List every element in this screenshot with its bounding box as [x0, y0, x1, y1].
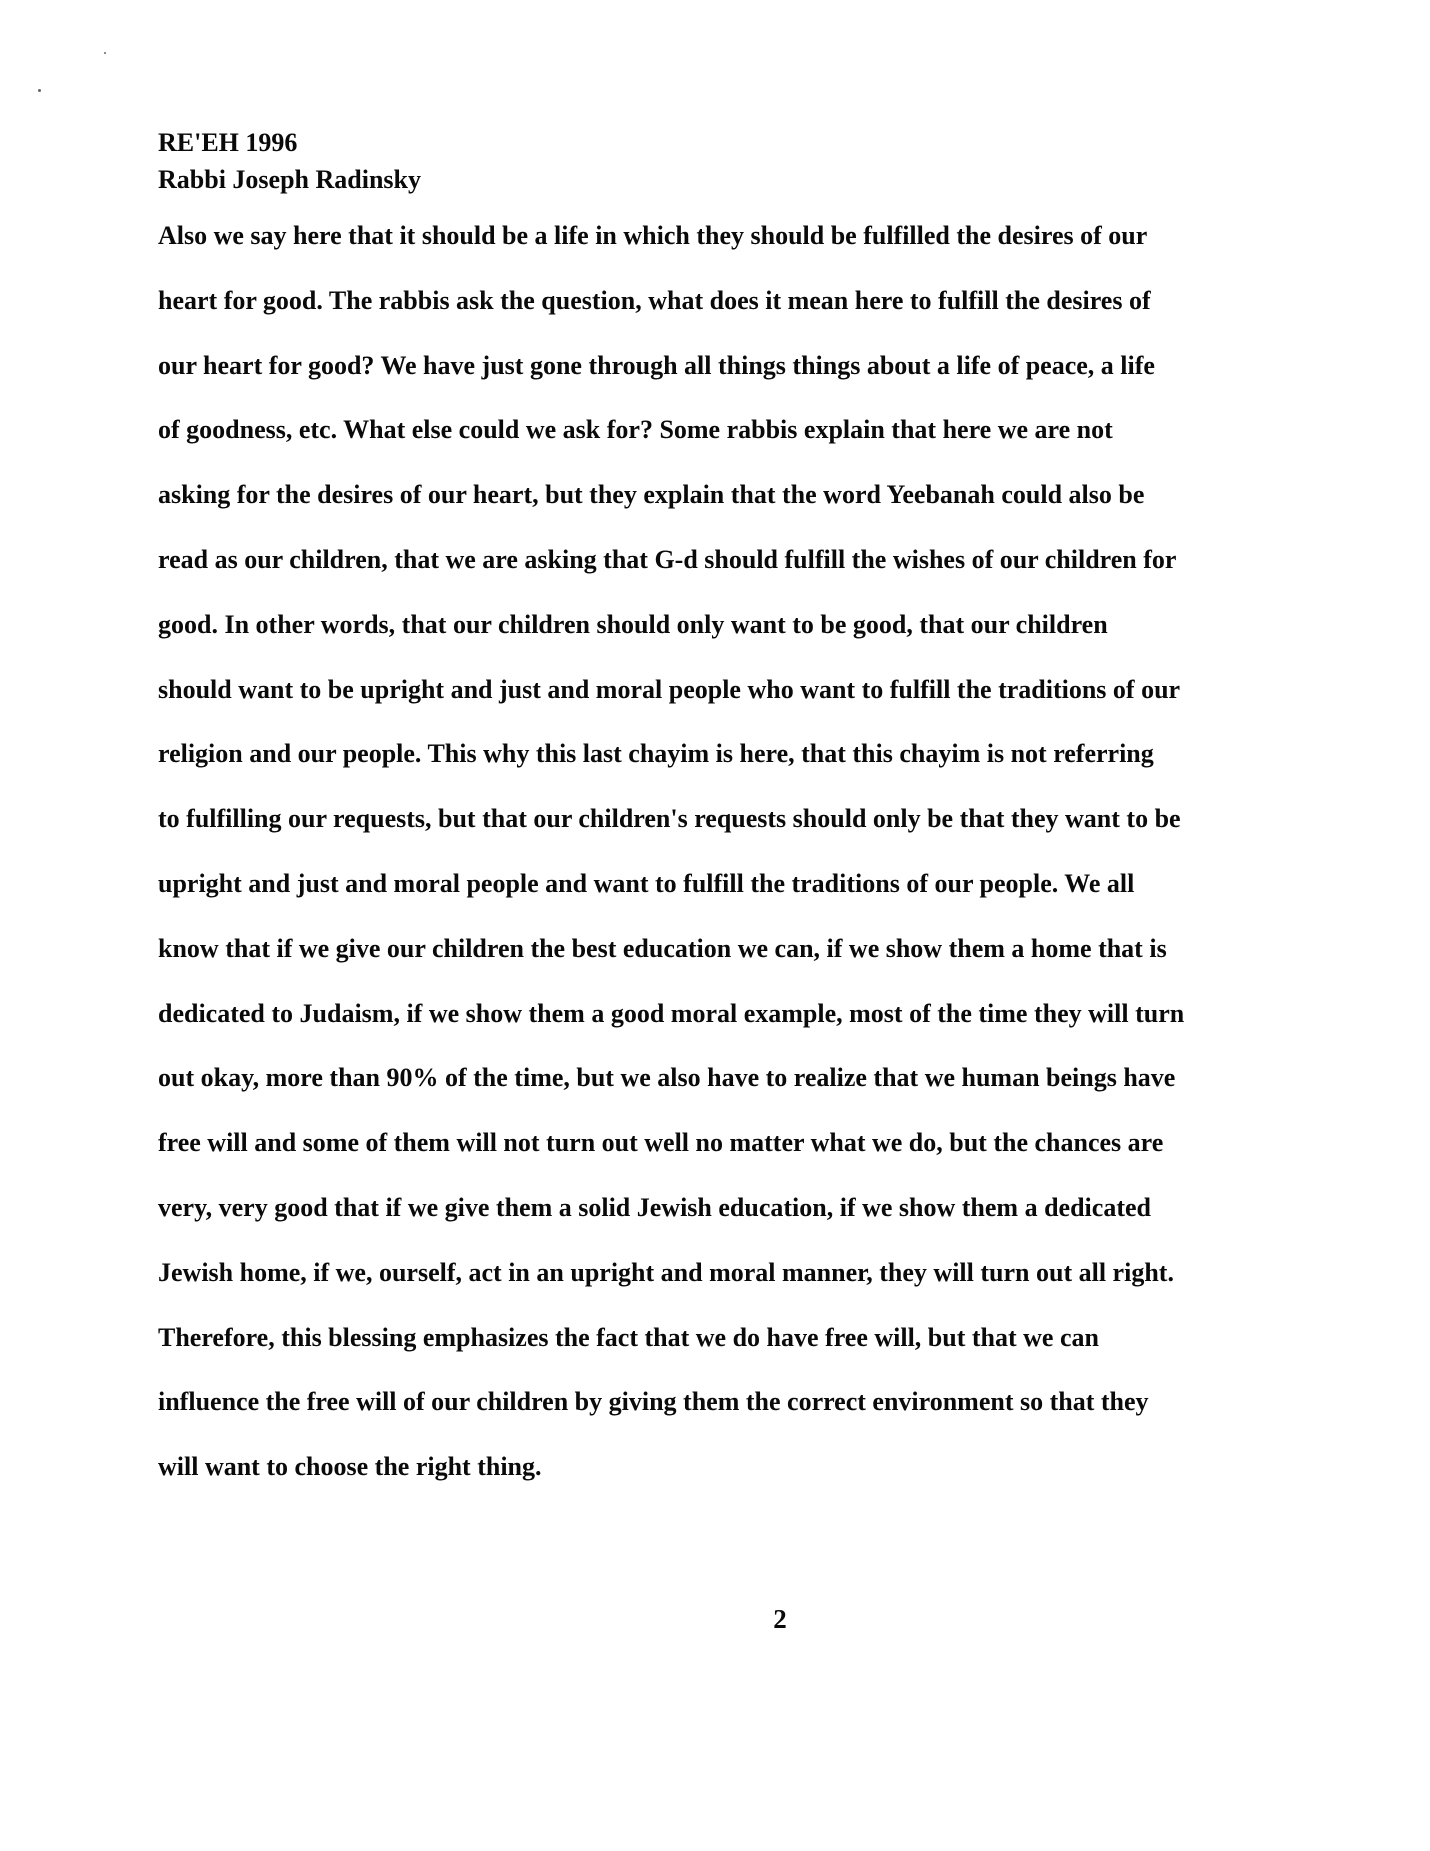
text-line: out okay, more than 90% of the time, but we also have to realize that we human beings have [158, 1063, 1176, 1093]
scan-speck [38, 89, 41, 92]
page-number: 2 [773, 1604, 787, 1634]
document-header [158, 124, 421, 198]
scan-speck [104, 52, 106, 54]
text-line: upright and just and moral people and want to fulfill the traditions of our people. We all [158, 868, 1135, 898]
body-text [158, 218, 1258, 1514]
text-line: good. In other words, that our children should only want to be good, that our children [158, 609, 1108, 639]
text-line: heart for good. The rabbis ask the question, what does it mean here to fulfill the desires of [158, 285, 1151, 315]
text-line: dedicated to Judaism, if we show them a good moral example, most of the time they will turn [158, 998, 1185, 1028]
text-line: of goodness, etc. What else could we ask for? Some rabbis explain that here we are not [158, 415, 1113, 445]
text-line: very, very good that if we give them a solid Jewish education, if we show them a dedicated [158, 1192, 1151, 1222]
text-line: should want to be upright and just and moral people who want to fulfill the traditions of our [158, 674, 1181, 704]
text-line: to fulfilling our requests, but that our children's requests should only be that they want to be [158, 804, 1181, 834]
text-line: Jewish home, if we, ourself, act in an upright and moral manner, they will turn out all right. [158, 1257, 1174, 1287]
document-title: RE'EH 1996 [158, 128, 298, 157]
text-line: asking for the desires of our heart, but they explain that the word Yeebanah could also be [158, 480, 1145, 510]
document-author: Rabbi Joseph Radinsky [158, 165, 421, 194]
text-line: influence the free will of our children by giving them the correct environment so that they [158, 1387, 1149, 1417]
text-line: religion and our people. This why this last chayim is here, that this chayim is not referring [158, 739, 1154, 769]
text-line: our heart for good? We have just gone through all things things about a life of peace, a life [158, 350, 1155, 380]
text-line: Also we say here that it should be a life in which they should be fulfilled the desires of our [158, 221, 1148, 250]
text-line: will want to choose the right thing. [158, 1452, 542, 1482]
text-line: free will and some of them will not turn out well no matter what we do, but the chances are [158, 1128, 1164, 1158]
text-line: know that if we give our children the best education we can, if we show them a home that is [158, 933, 1167, 963]
text-line: Therefore, this blessing emphasizes the fact that we do have free will, but that we can [158, 1322, 1099, 1352]
text-line: read as our children, that we are asking that G-d should fulfill the wishes of our children for [158, 544, 1177, 574]
